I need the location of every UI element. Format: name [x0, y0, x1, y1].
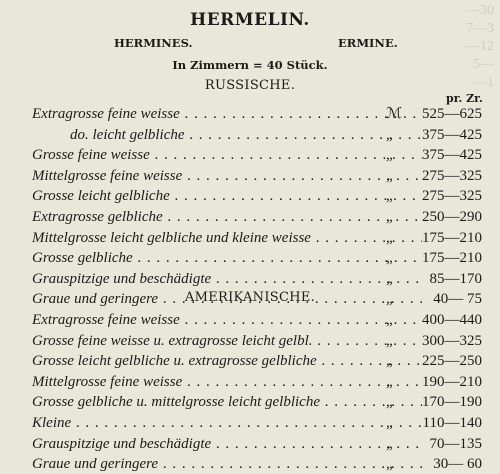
item-name: Mittelgrosse feine weisse . . . [32, 166, 422, 186]
price-row [32, 331, 482, 351]
price-range: 170—190 [422, 394, 482, 411]
price-row [32, 145, 482, 165]
item-name: Grosse gelbliche u. mittelgrosse leicht gelbliche . . . [32, 392, 422, 412]
currency-mark: ℳ [386, 106, 403, 122]
currency-mark: „ [386, 353, 393, 370]
currency-mark: „ [386, 209, 393, 225]
currency-mark: „ [386, 250, 393, 267]
price-row [32, 392, 482, 412]
column-header: pr. Zr. [446, 92, 483, 105]
unit-note: In Zimmern = 40 Stück. [172, 58, 328, 72]
currency-mark: „ [386, 373, 393, 390]
ghost-line: —1 [473, 75, 494, 90]
price-row [32, 269, 482, 289]
currency-mark: „ [386, 126, 393, 143]
currency-mark: „ [386, 270, 393, 287]
price-range: 175—210 [422, 229, 482, 246]
price-range: 30— 60 [433, 456, 482, 473]
price-range: 275—325 [422, 188, 482, 205]
price-range: 300—325 [422, 332, 482, 349]
item-name: Kleine . . . [32, 413, 422, 433]
currency-mark: „ [386, 332, 393, 349]
item-name: Extragrosse feine weisse . . . [32, 104, 422, 124]
ghost-line: —30 [466, 3, 494, 18]
price-row [32, 248, 482, 268]
price-range: 190—210 [422, 373, 482, 390]
price-row [32, 413, 482, 433]
price-range: 175—210 [422, 250, 482, 267]
item-name: Mittelgrosse leicht gelbliche und kleine weisse . . . [32, 228, 422, 248]
price-range: 525—625 [422, 106, 482, 122]
price-row [32, 434, 482, 454]
item-name: Graue und geringere . . . [32, 454, 422, 474]
item-name: Grosse leicht gelbliche u. extragrosse gelbliche . . . [32, 351, 422, 371]
currency-mark: „ [386, 456, 393, 473]
item-name: do. leicht gelbliche . . . [32, 125, 422, 145]
item-name: Grosse feine weisse . . . [32, 145, 422, 165]
subtitle-french: HERMINES. [114, 36, 193, 50]
price-row [32, 186, 482, 206]
currency-mark: „ [386, 167, 393, 184]
price-row [32, 207, 482, 227]
section-heading-american: AMERIKANISCHE. [184, 290, 316, 305]
price-range: 85—170 [429, 270, 482, 287]
price-range: 250—290 [422, 209, 482, 225]
currency-mark: „ [386, 291, 393, 308]
currency-mark: „ [386, 415, 393, 431]
page-title: HERMELIN. [190, 10, 310, 30]
ghost-line: 5— [473, 57, 494, 72]
item-name: Graue und geringere . . . [32, 289, 422, 309]
price-range: 275—325 [422, 167, 482, 184]
price-row [32, 454, 482, 474]
price-row [32, 351, 482, 371]
price-range: 400—440 [422, 312, 482, 328]
price-row [32, 125, 482, 145]
price-row [32, 166, 482, 186]
currency-mark: „ [386, 147, 393, 164]
currency-mark: „ [386, 312, 393, 328]
ghost-line: 7—3 [466, 21, 494, 36]
price-range: 40— 75 [433, 291, 482, 308]
item-name: Extragrosse gelbliche . . . [32, 207, 422, 227]
item-name: Grosse feine weisse u. extragrosse leicht gelbl. . . . [32, 331, 422, 351]
price-range: 375—425 [422, 126, 482, 143]
item-name: Grauspitzige und beschädigte . . . [32, 434, 422, 454]
price-row [32, 104, 482, 124]
price-row [32, 372, 482, 392]
currency-mark: „ [386, 435, 393, 452]
item-name: Grauspitzige und beschädigte . . . [32, 269, 422, 289]
item-name: Grosse gelbliche . . . [32, 248, 422, 268]
item-name: Mittelgrosse feine weisse . . . [32, 372, 422, 392]
ghost-line: —12 [466, 39, 494, 54]
item-name: Grosse leicht gelbliche . . . [32, 186, 422, 206]
price-range: 375—425 [422, 147, 482, 164]
price-range: 225—250 [422, 353, 482, 370]
currency-mark: „ [386, 188, 393, 205]
price-row [32, 228, 482, 248]
currency-mark: „ [386, 394, 393, 411]
item-name: Extragrosse feine weisse . . . [32, 310, 422, 330]
price-range: 110—140 [422, 415, 482, 431]
section-heading-russian: RUSSISCHE. [204, 78, 296, 93]
currency-mark: „ [386, 229, 393, 246]
subtitle-english: ERMINE. [338, 36, 398, 50]
price-row [32, 310, 482, 330]
price-range: 70—135 [429, 435, 482, 452]
